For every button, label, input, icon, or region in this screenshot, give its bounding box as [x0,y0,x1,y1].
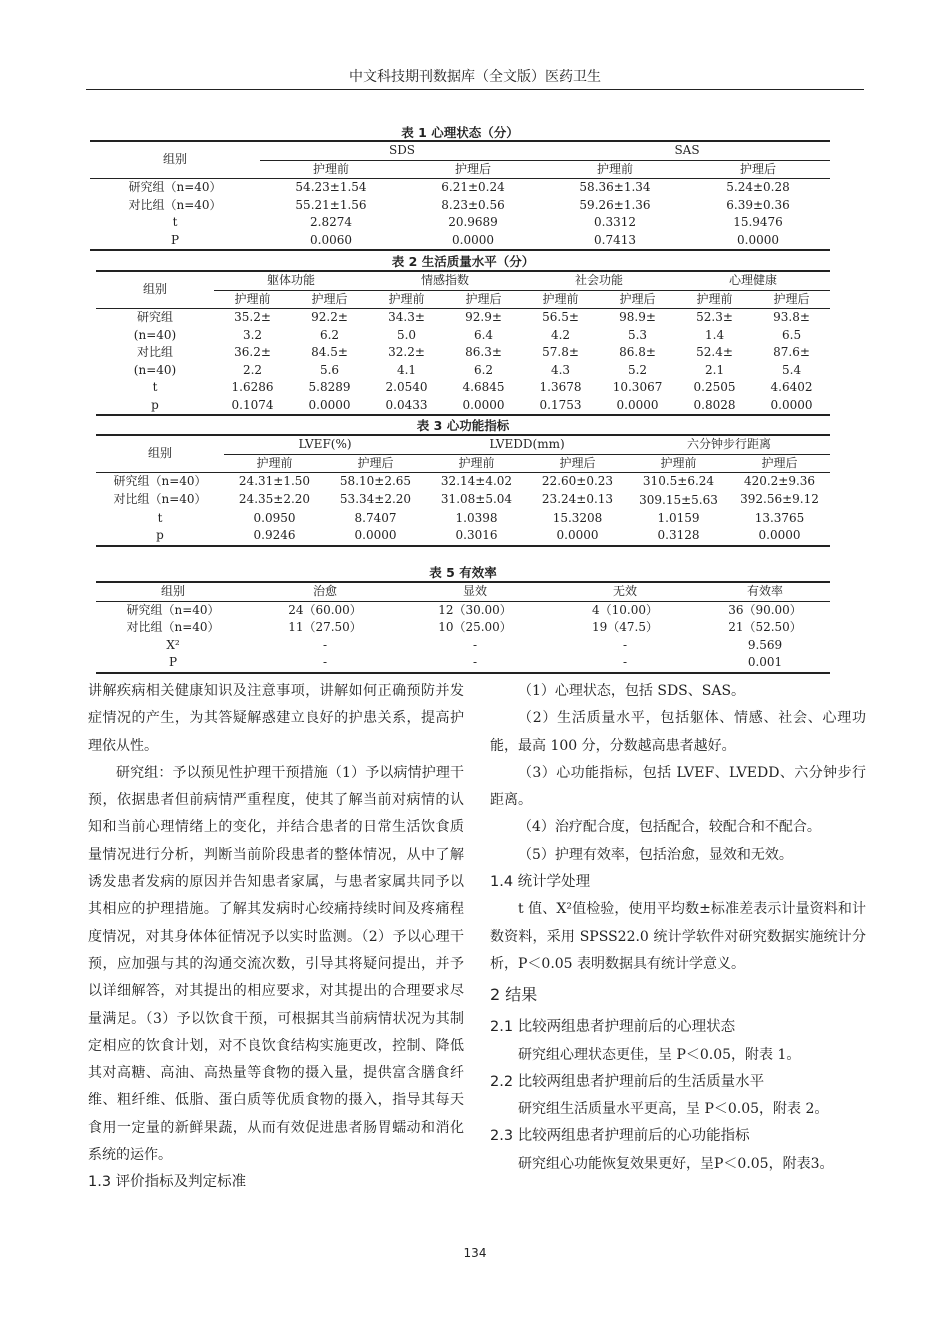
table-cell: 6.39±0.36 [726,197,790,212]
table-cell: 0.0950 [253,510,296,525]
table1-caption: 表 1 心理状态（分） [401,125,519,140]
table-cell: 13.3765 [754,510,805,525]
list-item: （3）心功能指标，包括 LVEF、LVEDD、六分钟步行距离。 [490,764,866,809]
table-cell: 20.9689 [448,215,498,229]
table-cell: 对比组（n=40） [113,492,207,507]
table1-subhead: 护理后 [686,160,830,179]
table-row [96,619,830,637]
table-cell: - [250,654,400,673]
table-cell: 研究组（n=40） [113,474,207,488]
table-cell: 4.1 [396,362,417,377]
table-cell: 52.3± [696,310,733,324]
table-cell: (n=40) [133,327,177,342]
table-cell: 5.8289 [308,380,351,394]
table-row [96,397,830,416]
table2-subhead: 护理前 [214,290,291,309]
table-cell: 32.14±4.02 [440,474,513,488]
table-cell: 32.2± [388,345,425,359]
table-cell: p [96,527,224,546]
table2-group-head: 躯体功能 [214,271,368,290]
table-cell: 19（47.5） [592,620,658,634]
table-cell: 5.24±0.28 [726,180,790,194]
table-row [96,527,830,546]
table-cell: 4.6402 [770,380,813,394]
table-cell: 4.2 [550,327,571,342]
table-row [96,473,830,491]
table2-subhead: 护理前 [368,290,445,309]
table-cell: 2.8274 [310,215,352,229]
table1-head-sds: SDS [260,141,544,160]
table-cell: 11（27.50） [288,620,362,634]
body-paragraph: 研究组生活质量水平更高，呈 P＜0.05，附表 2。 [518,1101,829,1118]
table-cell: 6.2 [473,362,494,377]
table3-group-head: LVEDD(mm) [426,435,628,454]
table-cell: 309.15±5.63 [639,492,718,507]
table-cell: 2.1 [705,362,725,377]
table-cell: 6.5 [782,327,802,342]
table3-subhead: 护理前 [628,454,729,473]
table-cell: 36（90.00） [728,602,802,617]
table-cell: 86.8± [619,345,656,359]
section-heading-1-4: 1.4 统计学处理 [490,874,591,891]
table2-subhead: 护理前 [522,290,599,309]
table-cell: 0.0000 [402,232,544,251]
table-cell: 6.4 [473,327,494,342]
table-cell: P [96,654,250,673]
table-cell: 8.7407 [354,510,397,525]
table-cell: 53.34±2.20 [339,492,412,507]
table3-subhead: 护理前 [224,454,325,473]
table-cell: - [622,637,628,652]
body-paragraph: 讲解疾病相关健康知识及注意事项，讲解如何正确预防并发症情况的产生，为其答疑解惑建立良好的护患关系，提高护理依从性。 [88,683,464,754]
table-cell: 98.9± [619,310,656,324]
table-cell: 对比组（n=40） [128,197,222,212]
table2-caption: 表 2 生活质量水平（分） [391,254,535,269]
body-paragraph: 研究组心功能恢复效果更好，呈P＜0.05，附表3。 [518,1155,834,1172]
table-cell: 34.3± [388,310,425,324]
table-cell: 93.8± [773,310,810,324]
table-cell: - [322,637,328,652]
table2-group-head: 心理健康 [676,271,830,290]
table-row [96,344,830,362]
table-row [96,379,830,397]
table-cell: 310.5±6.24 [642,474,715,488]
table-cell: 1.3678 [539,380,582,394]
table-row [96,601,830,619]
table-cell: 24（60.00） [288,602,362,617]
list-item: （2）生活质量水平，包括躯体、情感、社会、心理功能，最高 100 分，分数越高患者越好。 [490,710,866,754]
table-cell: 研究组 [136,310,173,324]
table-row [96,309,830,327]
section-heading-2-3: 2.3 比较两组患者护理前后的心功能指标 [490,1128,750,1145]
table-row [96,637,830,655]
list-item: （1）心理状态，包括 SDS、SAS。 [518,683,746,699]
table-cell: 15.9476 [733,215,783,229]
table-cell: 9.569 [747,637,783,652]
table5-head: 治愈 [250,582,400,601]
header-rule [86,89,864,90]
table-row [96,362,830,380]
body-paragraph: 研究组：予以预见性护理干预措施（1）予以病情护理干预，依据患者但前病情严重程度，使其了解当前对病情的认知和当前心理情绪上的变化，并结合患者的日常生活饮食质量情况进行分析，判断当前阶段患者的整体情况，从中了解诱发患者发病的原因并告知患者家属，与患者家属共同予以其相应的护理措施。了解其发病时心绞痛持续时间及疼痛程度情况，对其身体体征情况予以实时监测。（2）予以心理干预，应加强与其的沟通交流次数，引导其将疑问提出，并予以详细解答，对其提出的相应要求，对其提出的合理要求尽量满足。（3）予以饮食干预，可根据其当前病情状况为其制定相应的饮食计划，对不良饮食结构实施更改，控制、降低其对高糖、高油、高热量等食物的摄入量，提供富含膳食纤维、粗纤维、低脂、蛋白质等优质食物的摄入，指导其每天食用一定量的新鲜果蔬，从而有效促进患者肠胃蠕动和消化系统的运作。 [88,764,464,1164]
section-heading-2-1: 2.1 比较两组患者护理前后的心理状态 [490,1019,736,1036]
table2-subhead: 护理后 [445,290,522,309]
table-cell: 8.23±0.56 [441,197,505,212]
list-item: （5）护理有效率，包括治愈，显效和无效。 [518,846,793,863]
table3-subhead: 护理前 [426,454,527,473]
table-cell: 84.5± [311,345,348,359]
section-heading-2-2: 2.2 比较两组患者护理前后的生活质量水平 [490,1073,765,1090]
table-cell: 0.001 [700,654,830,673]
table2-group-header: 组别 [96,271,214,309]
table-cell: 5.3 [627,327,648,342]
table3-caption: 表 3 心功能指标 [416,418,510,433]
table-cell: 57.8± [542,345,579,359]
table-cell: 对比组 [136,345,173,359]
table-cell: 0.0433 [368,397,445,416]
table-cell: 392.56±9.12 [740,492,819,507]
table-cell: 0.9246 [224,527,325,546]
table-row [90,179,830,197]
table-cell: 5.6 [319,362,340,377]
table2 [96,270,830,416]
table-cell: 15.3208 [552,510,603,525]
table-cell: 研究组（n=40） [126,602,220,617]
table-cell: 5.0 [396,327,417,342]
table-row [96,510,830,528]
left-column [88,678,464,1197]
table-cell: 0.0000 [686,232,830,251]
table2-subhead: 护理后 [599,290,676,309]
table-cell: 5.2 [627,362,648,377]
table-cell: 0.0000 [325,527,426,546]
table-cell: 36.2± [234,345,271,359]
table5-caption: 表 5 有效率 [429,565,497,580]
table-cell: 92.2± [311,310,348,324]
table-cell: (n=40) [133,362,177,377]
table3-subhead: 护理后 [527,454,628,473]
table-cell: P [90,232,260,251]
table-cell: 2.0540 [385,380,428,394]
table-cell: 0.0000 [599,397,676,416]
table-cell: 0.2505 [693,380,736,394]
table-cell: 58.10±2.65 [339,474,412,488]
table1-subhead: 护理前 [544,160,686,179]
table-row [90,197,830,215]
table1 [90,140,830,251]
table-cell: 0.3128 [628,527,729,546]
table-cell: 0.3016 [426,527,527,546]
table-cell: 5.4 [782,362,802,377]
table-cell: t [152,380,158,394]
table2-subhead: 护理前 [676,290,753,309]
table-cell: 6.2 [319,327,340,342]
table-cell: 10.3067 [612,380,663,394]
table-cell: 0.1074 [214,397,291,416]
table-cell: 12（30.00） [438,602,512,617]
table-cell: 0.0000 [753,397,830,416]
table-cell: 0.7413 [544,232,686,251]
table-cell: 59.26±1.36 [579,197,651,212]
table-cell: 23.24±0.13 [541,492,614,507]
table-cell: - [472,637,478,652]
table-cell: 35.2± [234,310,271,324]
table-row [96,491,830,510]
table5-head: 有效率 [700,582,830,601]
table-cell: 1.6286 [231,380,274,394]
table2-subhead: 护理后 [291,290,368,309]
table-cell: 1.4 [705,327,725,342]
table-cell: 1.0159 [657,510,700,525]
table-cell: 0.8028 [676,397,753,416]
section-heading-2: 2 结果 [490,985,538,1005]
table-cell: 4.3 [550,362,571,377]
table3-subhead: 护理后 [325,454,426,473]
table-cell: 92.9± [465,310,502,324]
table-cell: 10（25.00） [438,620,512,634]
table-row [96,654,830,673]
table1-subhead: 护理前 [260,160,402,179]
table3-group-head: 六分钟步行距离 [628,435,830,454]
table-cell: 4（10.00） [592,602,658,617]
table-cell: 4.6845 [462,380,505,394]
table1-subhead: 护理后 [402,160,544,179]
table-cell: 52.4± [696,345,733,359]
table-cell: X² [166,637,180,652]
table-cell: 420.2±9.36 [743,474,816,488]
table-cell: 87.6± [773,345,810,359]
right-column [490,678,866,1178]
table-cell: 0.0060 [260,232,402,251]
table-cell: 1.0398 [455,510,498,525]
table-cell: 对比组（n=40） [126,620,220,634]
body-paragraph: t 值、X²值检验，使用平均数±标准差表示计量资料和计数资料，采用 SPSS22.0 统计学软件对研究数据实施统计分析，P＜0.05 表明数据具有统计学意义。 [490,901,866,972]
table-cell: p [96,397,214,416]
table3-group-head: LVEF(%) [224,435,426,454]
table-cell: t [157,510,163,525]
table5-head: 组别 [96,582,250,601]
table2-subhead: 护理后 [753,290,830,309]
list-item: （4）治疗配合度，包括配合，较配合和不配合。 [518,819,821,836]
table5 [96,581,830,674]
table5-head: 无效 [550,582,700,601]
table-cell: 58.36±1.34 [579,180,651,194]
section-heading-1-3: 1.3 评价指标及判定标准 [88,1174,247,1191]
table-cell: 0.3312 [594,215,636,229]
table-cell: 2.2 [242,362,263,377]
table-cell: 6.21±0.24 [441,180,505,194]
page-number: 134 [463,1246,487,1260]
table5-head: 显效 [400,582,550,601]
table-cell: t [172,215,178,229]
journal-header: 中文科技期刊数据库（全文版）医药卫生 [349,69,601,85]
table-cell: 86.3± [465,345,502,359]
table-row [96,327,830,345]
body-paragraph: 研究组心理状态更佳，呈 P＜0.05，附表 1。 [518,1046,801,1063]
table-cell: 0.0000 [527,527,628,546]
table1-head-sas: SAS [544,141,830,160]
table-cell: 3.2 [242,327,263,342]
table-cell: - [400,654,550,673]
table-cell: 56.5± [542,310,579,324]
table-cell: 研究组（n=40） [128,180,222,194]
table-cell: 31.08±5.04 [440,492,513,507]
table-cell: 0.0000 [445,397,522,416]
table-cell: 24.35±2.20 [238,492,311,507]
table-cell: 21（52.50） [728,620,802,634]
table3-subhead: 护理后 [729,454,830,473]
table-cell: 54.23±1.54 [295,180,367,194]
table-cell: 0.0000 [729,527,830,546]
table2-group-head: 社会功能 [522,271,676,290]
table-row [90,232,830,251]
table-cell: 0.1753 [522,397,599,416]
table-cell: 22.60±0.23 [541,474,614,488]
table2-group-head: 情感指数 [368,271,522,290]
table-row [90,214,830,232]
table3-group-header: 组别 [96,435,224,473]
table-cell: - [550,654,700,673]
table3 [96,434,830,547]
table1-group-header: 组别 [90,141,260,179]
table-cell: 0.0000 [291,397,368,416]
table-cell: 55.21±1.56 [295,197,367,212]
table-cell: 24.31±1.50 [238,474,311,488]
